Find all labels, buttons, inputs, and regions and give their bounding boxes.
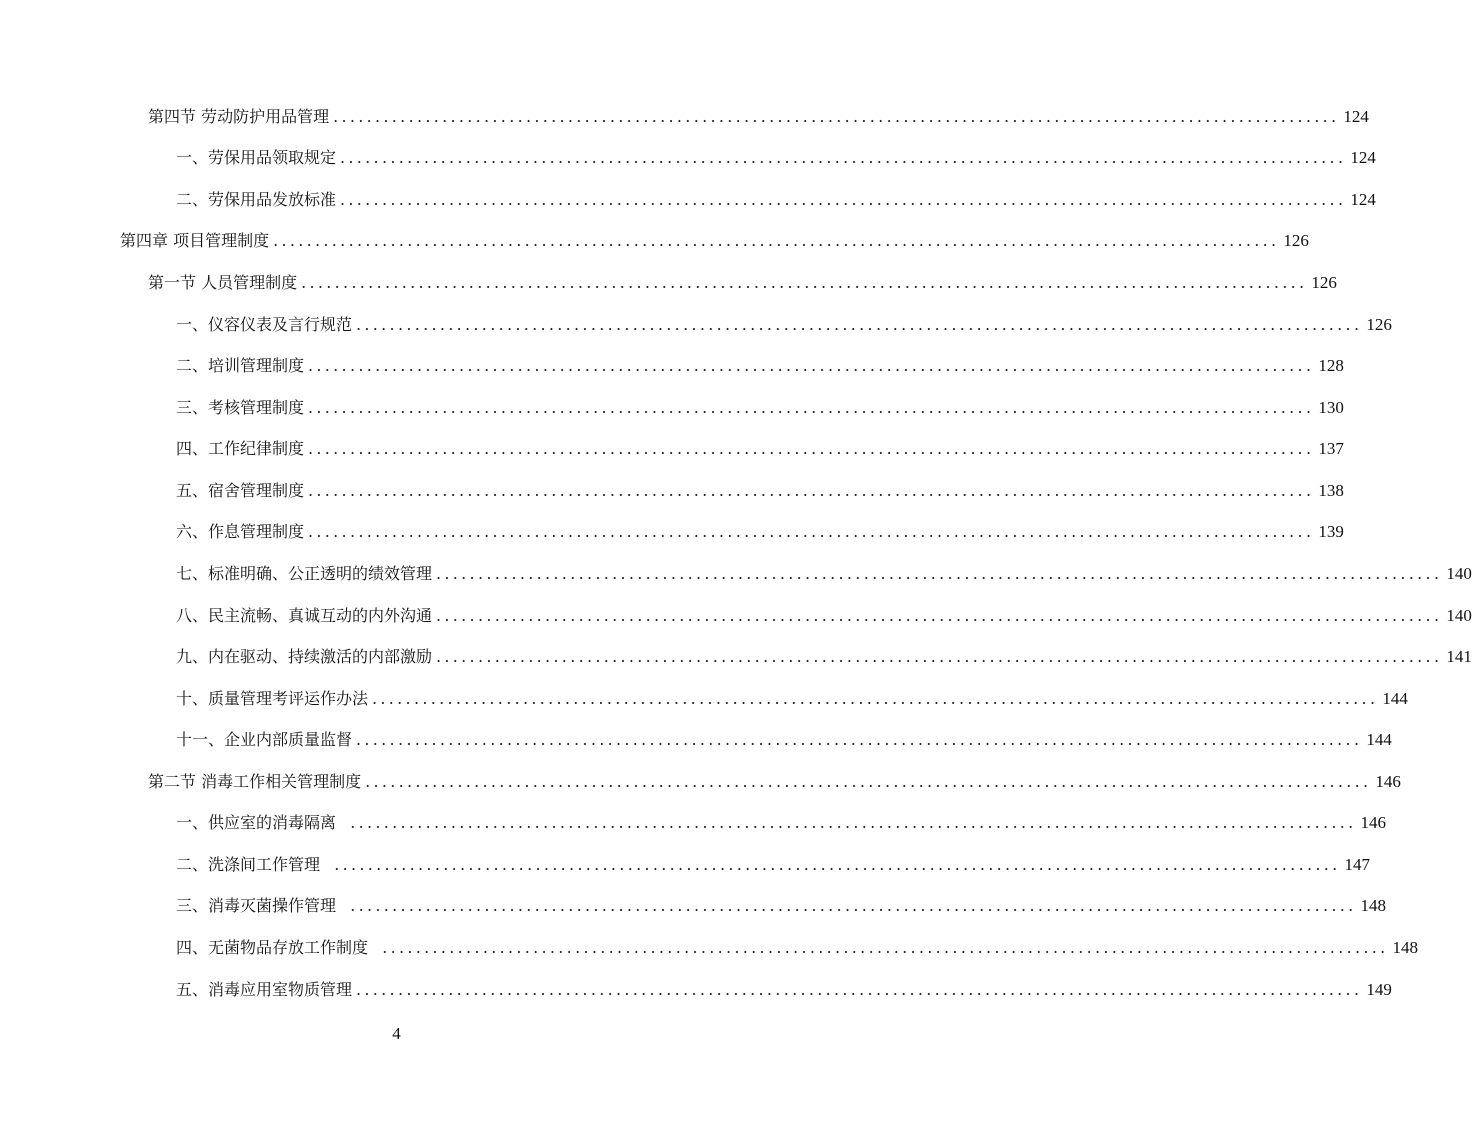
- toc-entry-page: 140: [1446, 563, 1472, 583]
- dot-leader: ........................................................................................................................: [308, 397, 1315, 417]
- dot-leader: ........................................................................................................................: [350, 813, 1357, 833]
- toc-entry-page: 146: [1375, 771, 1401, 791]
- toc-entry-title: 十一、企业内部质量监督: [176, 730, 353, 750]
- dot-leader: ........................................................................................................................: [356, 730, 1363, 750]
- toc-entry-page: 139: [1318, 522, 1344, 542]
- table-of-contents: [0, 96, 1472, 1010]
- toc-entry-page: 124: [1350, 189, 1376, 209]
- toc-entry-page: 141: [1446, 647, 1472, 667]
- toc-entry-page: 126: [1283, 231, 1309, 251]
- dot-leader: ........................................................................................................................: [308, 356, 1315, 376]
- toc-entry[interactable]: [0, 429, 1344, 471]
- toc-entry-title: 五、消毒应用室物质管理: [176, 979, 353, 999]
- toc-entry-title: 第一节 人员管理制度: [148, 273, 298, 293]
- toc-entry-page: 140: [1446, 605, 1472, 625]
- toc-entry[interactable]: [0, 927, 1418, 969]
- toc-entry[interactable]: [0, 969, 1392, 1011]
- toc-entry-page: 126: [1311, 273, 1337, 293]
- dot-leader: ........................................................................................................................: [436, 647, 1443, 667]
- toc-entry-title: 二、劳保用品发放标准: [176, 189, 337, 209]
- toc-entry[interactable]: [0, 345, 1344, 387]
- toc-entry-title: 三、考核管理制度: [176, 397, 305, 417]
- toc-entry-page: 126: [1366, 314, 1392, 334]
- dot-leader: ........................................................................................................................: [365, 771, 1372, 791]
- toc-entry-page: 149: [1366, 979, 1392, 999]
- dot-leader: ........................................................................................................................: [308, 480, 1315, 500]
- page-number: 4: [392, 1024, 401, 1043]
- toc-entry-page: 144: [1366, 730, 1392, 750]
- toc-entry-page: 144: [1382, 688, 1408, 708]
- toc-entry-page: 124: [1343, 106, 1369, 126]
- dot-leader: ........................................................................................................................: [334, 854, 1341, 874]
- toc-entry-page: 130: [1318, 397, 1344, 417]
- toc-entry-title: 十、质量管理考评运作办法: [176, 688, 369, 708]
- dot-leader: ........................................................................................................................: [340, 148, 1347, 168]
- toc-entry-title: 二、洗涤间工作管理: [176, 854, 331, 874]
- toc-entry[interactable]: [0, 179, 1376, 221]
- toc-entry-title: 二、培训管理制度: [176, 356, 305, 376]
- dot-leader: ........................................................................................................................: [301, 273, 1308, 293]
- toc-entry[interactable]: [0, 470, 1344, 512]
- toc-entry-title: 六、作息管理制度: [176, 522, 305, 542]
- dot-leader: ........................................................................................................................: [356, 979, 1363, 999]
- toc-entry-title: 三、消毒灭菌操作管理: [176, 896, 347, 916]
- toc-entry-page: 147: [1344, 854, 1370, 874]
- dot-leader: ........................................................................................................................: [372, 688, 1379, 708]
- toc-entry[interactable]: [0, 636, 1472, 678]
- toc-entry-title: 八、民主流畅、真诚互动的内外沟通: [176, 605, 433, 625]
- toc-entry[interactable]: [0, 678, 1408, 720]
- toc-entry-title: 一、仪容仪表及言行规范: [176, 314, 353, 334]
- dot-leader: ........................................................................................................................: [273, 231, 1280, 251]
- toc-entry-page: 148: [1360, 896, 1386, 916]
- toc-entry-page: 138: [1318, 480, 1344, 500]
- toc-entry[interactable]: [0, 138, 1376, 180]
- dot-leader: ........................................................................................................................: [382, 938, 1389, 958]
- dot-leader: ........................................................................................................................: [333, 106, 1340, 126]
- toc-entry[interactable]: [0, 844, 1370, 886]
- dot-leader: ........................................................................................................................: [356, 314, 1363, 334]
- toc-entry-title: 五、宿舍管理制度: [176, 480, 305, 500]
- dot-leader: ........................................................................................................................: [436, 563, 1443, 583]
- toc-entry-page: 124: [1350, 148, 1376, 168]
- toc-entry-page: 148: [1392, 938, 1418, 958]
- toc-entry-title: 九、内在驱动、持续激活的内部激励: [176, 647, 433, 667]
- dot-leader: ........................................................................................................................: [436, 605, 1443, 625]
- toc-entry-title: 第四章 项目管理制度: [120, 231, 270, 251]
- toc-entry[interactable]: [0, 761, 1401, 803]
- toc-entry[interactable]: [0, 595, 1472, 637]
- dot-leader: ........................................................................................................................: [308, 439, 1315, 459]
- toc-entry-title: 七、标准明确、公正透明的绩效管理: [176, 563, 433, 583]
- toc-entry-title: 四、工作纪律制度: [176, 439, 305, 459]
- toc-entry-title: 第二节 消毒工作相关管理制度: [148, 771, 362, 791]
- dot-leader: ........................................................................................................................: [308, 522, 1315, 542]
- toc-entry[interactable]: [0, 803, 1386, 845]
- toc-entry[interactable]: [0, 262, 1337, 304]
- toc-entry[interactable]: [0, 387, 1344, 429]
- toc-entry-page: 128: [1318, 356, 1344, 376]
- toc-entry[interactable]: [0, 553, 1472, 595]
- toc-entry[interactable]: [0, 96, 1369, 138]
- toc-entry[interactable]: [0, 304, 1392, 346]
- toc-entry[interactable]: [0, 719, 1392, 761]
- dot-leader: ........................................................................................................................: [350, 896, 1357, 916]
- toc-entry[interactable]: [0, 512, 1344, 554]
- toc-entry-title: 第四节 劳动防护用品管理: [148, 106, 330, 126]
- dot-leader: ........................................................................................................................: [340, 189, 1347, 209]
- toc-entry-page: 137: [1318, 439, 1344, 459]
- toc-entry[interactable]: [0, 886, 1386, 928]
- toc-entry-page: 146: [1360, 813, 1386, 833]
- toc-entry-title: 一、劳保用品领取规定: [176, 148, 337, 168]
- toc-entry[interactable]: [0, 221, 1309, 263]
- toc-entry-title: 一、供应室的消毒隔离: [176, 813, 347, 833]
- toc-entry-title: 四、无菌物品存放工作制度: [176, 938, 379, 958]
